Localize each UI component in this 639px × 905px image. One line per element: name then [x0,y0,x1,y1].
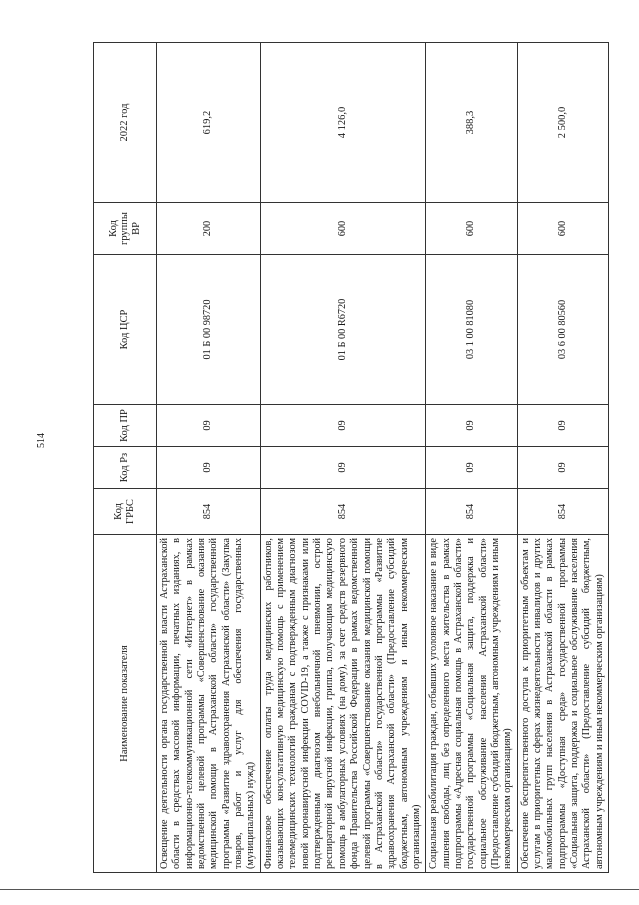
row-csr: 01 Б 00 98720 [157,255,261,405]
row-sum: 4 126,0 [260,43,425,203]
row-sum: 619,2 [157,43,261,203]
table-row [426,43,517,873]
table-row [517,43,608,873]
budget-table [93,42,609,873]
header-name: Наименование показателя [94,535,157,873]
row-pr: 09 [157,405,261,447]
row-name: Обеспечение беспрепятственного доступа к приоритетным объектам и услугам в приоритетных сферах жизнедеятельности инвалидов и других маломобильных групп населения в Астраханской области в рамках подпрограммы «Доступная среда» государственной программы «Социальная защита, поддержка и социальное обслуживание населения Астраханской области» (Предоставление субсидий бюджетным, автономным учреждениям и иным некоммерческим организациям) [517,535,608,873]
header-grbs: Код ГРБС [94,489,157,535]
row-sum: 388,3 [426,43,517,203]
row-rz: 09 [260,447,425,489]
row-grbs: 854 [157,489,261,535]
row-vr: 200 [157,203,261,255]
header-rz: Код Рз [94,447,157,489]
row-name: Освещение деятельности органа государственной власти Астраханской области в средствах массовой информации, печатных изданиях, в информационно-телекоммуникационной сети «Интернет» в рамках ведомственной целевой программы «Совершенствование оказания медицинской помощи в Астраханской области» государственной программы «Развитие здравоохранения Астраханской области» (Закупка товаров, работ и услуг для обеспечения государственных (муниципальных) нужд) [157,535,261,873]
row-name: Финансовое обеспечение оплаты труда медицинских работников, оказывающих консультативную медицинскую помощь с применением телемедицинских технологий гражданам с подтвержденным диагнозом новой коронавирусной инфекции COVID-19, а также с признаками или подтвержденным диагнозом внебольничной пневмонии, острой респираторной вирусной инфекции, гриппа, получающим медицинскую помощь в амбулаторных условиях (на дому), за счет средств резервного фонда Правительства Российской Федерации в рамках ведомственной целевой программы «Совершенствование оказания медицинской помощи в Астраханской области» государственной программы «Развитие здравоохранения Астраханской области» (Предоставление субсидий бюджетным, автономным учреждениям и иным некоммерческим организациям) [260,535,425,873]
row-sum: 2 500,0 [517,43,608,203]
rotated-table-container [93,43,633,873]
row-grbs: 854 [517,489,608,535]
header-pr: Код ПР [94,405,157,447]
row-rz: 09 [517,447,608,489]
header-csr: Код ЦСР [94,255,157,405]
row-rz: 09 [157,447,261,489]
header-year: 2022 год [94,43,157,203]
row-csr: 03 6 00 80560 [517,255,608,405]
row-rz: 09 [426,447,517,489]
row-vr: 600 [426,203,517,255]
row-csr: 03 1 00 81080 [426,255,517,405]
row-csr: 01 Б 00 R6720 [260,255,425,405]
row-grbs: 854 [260,489,425,535]
row-vr: 600 [517,203,608,255]
table-row [260,43,425,873]
header-vr: Код группы ВР [94,203,157,255]
table-row [157,43,261,873]
row-pr: 09 [517,405,608,447]
row-pr: 09 [260,405,425,447]
page-number: 514 [36,433,47,448]
row-pr: 09 [426,405,517,447]
row-name: Социальная реабилитация граждан, отбывших уголовное наказание в виде лишения свободы, лиц без определенного места жительства в рамках подпрограммы «Адресная социальная помощь в Астраханской области» государственной программы «Социальная защита, поддержка и социальное обслуживание населения Астраханской области» (Предоставление субсидий бюджетным, автономным учреждениям и иным некоммерческим организациям) [426,535,517,873]
row-vr: 600 [260,203,425,255]
bottom-divider [0,889,639,890]
table-header-row [94,43,157,873]
row-grbs: 854 [426,489,517,535]
